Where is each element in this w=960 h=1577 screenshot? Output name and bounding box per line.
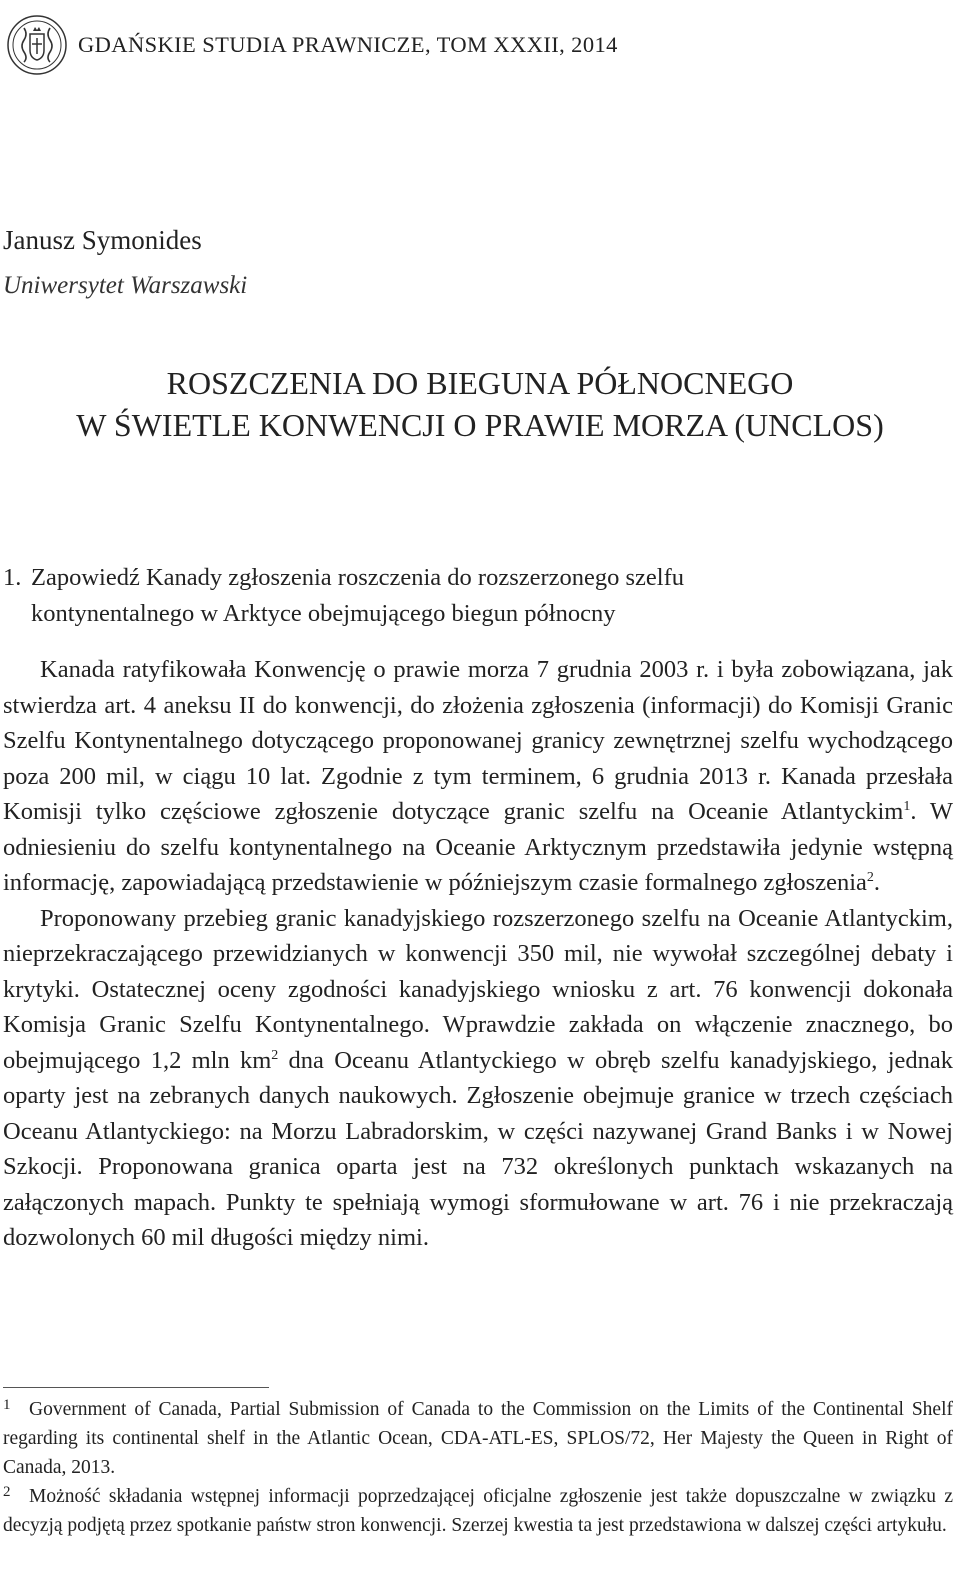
author-name: Janusz Symonides [3, 225, 202, 255]
journal-title: GDAŃSKIE STUDIA PRAWNICZE, TOM XXXII, 2014 [78, 32, 618, 57]
running-header [6, 14, 618, 76]
paragraph [3, 652, 953, 901]
section-number: 1. [3, 564, 22, 591]
paragraph-text: Proponowany przebieg granic kanadyjskiego rozszerzonego szelfu na Oceanie Atlantyckim, nieprzekraczającego przewidzianych w konwencji 350 mil, nie wywołał szczególnej debaty i krytyki. Ostatecznej oceny zgodności kanadyjskiego wniosku z art. 76 konwencji dokonała Komisja Granic Szelfu Kontynentalnego. Wprawdzie zakłada on włączenie znacznego, bo obejmującego 1,2 mln km [3, 904, 953, 1074]
article-title-line: ROSZCZENIA DO BIEGUNA PÓŁNOCNEGO [166, 365, 794, 401]
city-crest-icon [6, 14, 68, 76]
body-text [3, 652, 953, 1256]
footnote-text: Government of Canada, Partial Submission of Canada to the Commission on the Limits of the Continental Shelf regarding its continental shelf in the Atlantic Ocean, CDA-ATL-ES, SPLOS/72, Her Majesty the Queen in Right of Canada, 2013. [3, 1399, 953, 1478]
footnote-divider [3, 1387, 269, 1388]
footnotes [3, 1395, 953, 1540]
paragraph [3, 901, 953, 1256]
author-affiliation: Uniwersytet Warszawski [3, 272, 248, 299]
paragraph-text: Kanada ratyfikowała Konwencję o prawie morza 7 grudnia 2003 r. i była zobowiązana, jak stwierdza art. 4 aneksu II do konwencji, do złożenia zgłoszenia (informacji) do Komisji Granic Szelfu Kontynentalnego dotyczącego proponowanej granicy zewnętrznej szelfu wychodzącego poza 200 mil, w ciągu 10 lat. Zgodnie z tym terminem, 6 grudnia 2013 r. Kanada przesłała Komisji tylko częściowe zgłoszenie dotyczące granic szelfu na Oceanie Atlantyckim [3, 656, 953, 825]
section-heading-line: kontynentalnego w Arktyce obejmującego biegun północny [31, 600, 616, 627]
footnote-mark: 2 [3, 1484, 11, 1500]
paragraph-text: . W odniesieniu do szelfu kontynentalnego na Oceanie Arktycznym przedstawiła jedynie wstępną informację, zapowiadającą przedstawienie w późniejszym czasie formalnego zgłoszenia [3, 798, 953, 896]
footnote-ref[interactable]: 2 [866, 869, 874, 885]
section-heading [3, 560, 943, 632]
footnote-mark: 1 [3, 1397, 11, 1413]
footnote [3, 1395, 953, 1482]
footnote-ref[interactable]: 1 [903, 798, 911, 814]
article-title [0, 362, 960, 446]
paragraph-text: . [873, 869, 881, 896]
footnote [3, 1482, 953, 1540]
article-title-line: W ŚWIETLE KONWENCJI O PRAWIE MORZA (UNCLOS) [76, 407, 884, 443]
footnote-text: Możność składania wstępnej informacji poprzedzającej oficjalne zgłoszenie jest także dopuszczalne w związku z decyzją podjętą przez spotkanie państw stron konwencji. Szerzej kwestia ta jest przedstawiona w dalszej części artykułu. [3, 1486, 953, 1536]
paragraph-text: dna Oceanu Atlantyckiego w obręb szelfu kanadyjskiego, jednak oparty jest na zebranych danych naukowych. Zgłoszenie obejmuje granice w trzech częściach Oceanu Atlantyckiego: na Morzu Labradorskim, w części nazywanej Grand Banks i w Nowej Szkocji. Proponowana granica oparta jest na 732 określonych punktach wskazanych na załączonych mapach. Punkty te spełniają wymogi sformułowane w art. 76 i nie przekraczają dozwolonych 60 mil długości między nimi. [3, 1046, 953, 1251]
superscript: 2 [271, 1047, 279, 1063]
section-heading-line: Zapowiedź Kanady zgłoszenia roszczenia do rozszerzonego szelfu [31, 564, 685, 591]
